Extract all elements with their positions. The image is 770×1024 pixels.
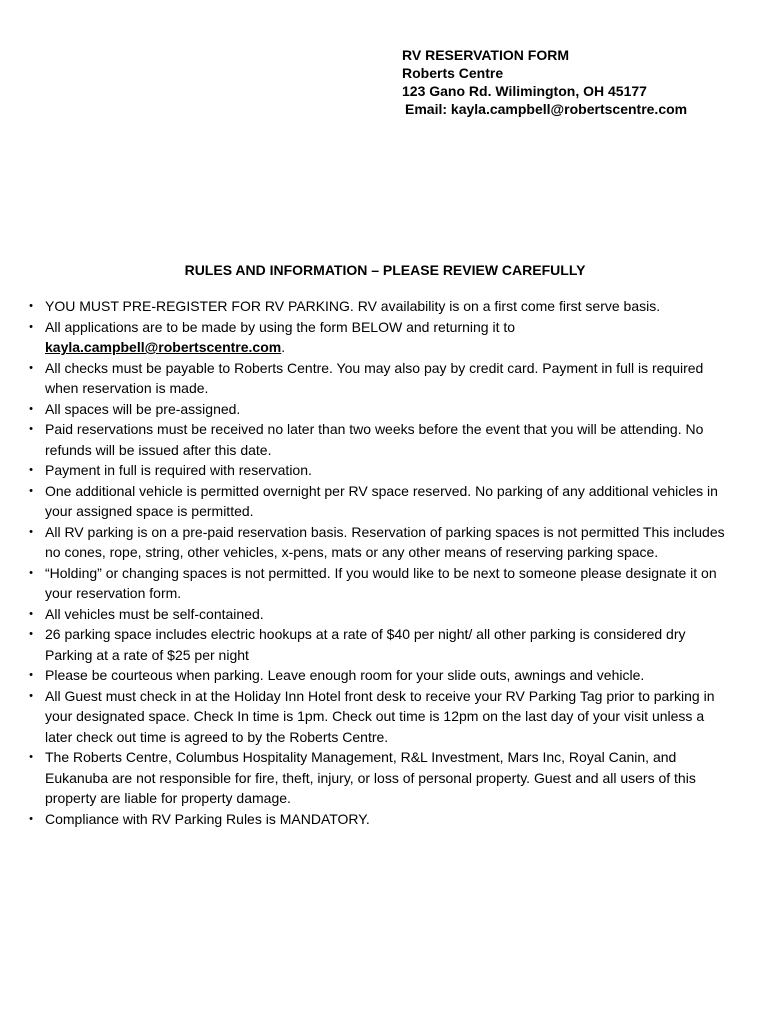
bullet-icon: • xyxy=(29,484,33,497)
rule-item xyxy=(26,419,726,460)
section-title: RULES AND INFORMATION – PLEASE REVIEW CAREFULLY xyxy=(184,262,586,278)
rule-item xyxy=(26,563,726,604)
rule-text: The Roberts Centre, Columbus Hospitality Management, R&L Investment, Mars Inc, Royal Canin, and Eukanuba are not responsible for fire, theft, injury, or loss of personal property. Guest and all users of this property are liable for property damage. xyxy=(45,749,696,806)
bullet-icon: • xyxy=(29,464,33,476)
bullet-icon: • xyxy=(29,607,33,620)
rule-text: Paid reservations must be received no later than two weeks before the event that you will be attending. No refunds will be issued after this date. xyxy=(45,421,704,458)
rule-text-trailing: . xyxy=(281,339,286,355)
rule-item xyxy=(26,358,726,399)
rule-text: All vehicles must be self-contained. xyxy=(45,605,264,622)
organization-address: 123 Gano Rd. Wilimington, OH 45177 xyxy=(402,83,647,99)
rule-text: All spaces will be pre-assigned. xyxy=(45,400,241,417)
bullet-icon: • xyxy=(29,689,33,702)
rule-item xyxy=(26,317,726,358)
rule-text: All checks must be payable to Roberts Centre. You may also pay by credit card. Payment in full is required when reservation is made. xyxy=(45,359,704,396)
bullet-icon: • xyxy=(29,525,33,538)
rule-item xyxy=(26,624,726,665)
rule-item xyxy=(26,481,726,522)
rule-item xyxy=(26,399,726,420)
rule-text: YOU MUST PRE-REGISTER FOR RV PARKING. RV availability is on a first come first serve basis. xyxy=(45,298,661,314)
bullet-icon: • xyxy=(29,300,33,312)
rule-item xyxy=(26,522,726,563)
bullet-icon: • xyxy=(29,423,33,435)
rule-text: All applications are to be made by using the form BELOW and returning it to xyxy=(45,318,516,335)
organization-name: Roberts Centre xyxy=(402,65,504,81)
form-title: RV RESERVATION FORM xyxy=(402,47,569,63)
rule-text: One additional vehicle is permitted overnight per RV space reserved. No parking of any additional vehicles in your assigned space is permitted. xyxy=(45,482,718,519)
bullet-icon: • xyxy=(29,812,33,825)
rule-text: Payment in full is required with reservation. xyxy=(45,462,312,478)
rule-text: “Holding” or changing spaces is not permitted. If you would like to be next to someone please designate it on your reservation form. xyxy=(45,564,717,601)
email-link[interactable]: kayla.campbell@robertscentre.com xyxy=(45,339,282,355)
rule-text: All Guest must check in at the Holiday Inn Hotel front desk to receive your RV Parking Tag prior to parking in your designated space. Check In time is 1pm. Check out time is 12pm on the last day of your visit unless a later check out time is agreed to by the Roberts Centre. xyxy=(45,687,715,745)
contact-email: Email: kayla.campbell@robertscentre.com xyxy=(405,101,688,117)
form-header xyxy=(402,46,687,118)
rule-item xyxy=(26,604,726,625)
rule-text: Compliance with RV Parking Rules is MANDATORY. xyxy=(45,810,370,827)
rule-item xyxy=(26,296,726,317)
rule-item xyxy=(26,809,726,830)
bullet-icon: • xyxy=(29,566,33,579)
bullet-icon: • xyxy=(29,361,33,374)
bullet-icon: • xyxy=(29,751,33,763)
rules-list xyxy=(26,296,726,829)
bullet-icon: • xyxy=(29,628,33,640)
rule-item xyxy=(26,747,726,809)
bullet-icon: • xyxy=(29,669,33,681)
rule-text: All RV parking is on a pre-paid reservation basis. Reservation of parking spaces is not permitted This includes no cones, rope, string, other vehicles, x-pens, mats or any other means of reserving parking space. xyxy=(45,523,725,560)
bullet-icon: • xyxy=(29,320,33,333)
rule-item xyxy=(26,686,726,748)
rule-text: 26 parking space includes electric hookups at a rate of $40 per night/ all other parking is considered dry Parking at a rate of $25 per night xyxy=(45,626,686,663)
rule-item xyxy=(26,665,726,686)
bullet-icon: • xyxy=(29,402,33,415)
rule-item xyxy=(26,460,726,481)
rule-text: Please be courteous when parking. Leave enough room for your slide outs, awnings and vehicle. xyxy=(45,667,645,683)
